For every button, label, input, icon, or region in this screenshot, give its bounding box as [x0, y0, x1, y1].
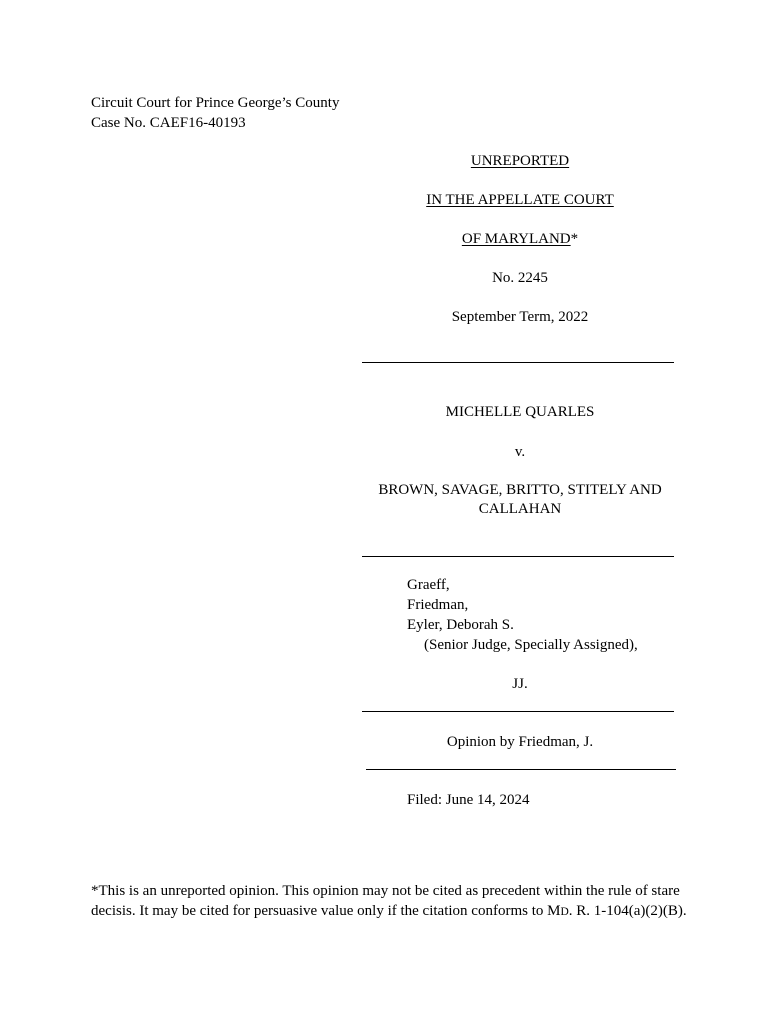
header-court-line: Circuit Court for Prince George’s County	[91, 95, 340, 111]
versus: v.	[514, 444, 526, 460]
judge-graeff: Graeff,	[407, 577, 450, 593]
filed-date: Filed: June 14, 2024	[407, 792, 530, 808]
opinion-by: Opinion by Friedman, J.	[446, 734, 594, 750]
header-case-number: Case No. CAEF16-40193	[91, 115, 246, 131]
court-name-asterisk: *	[570, 231, 579, 247]
court-name-maryland: OF MARYLAND	[461, 231, 571, 247]
term: September Term, 2022	[451, 309, 589, 325]
docket-number: No. 2245	[492, 270, 548, 286]
footnote	[91, 881, 691, 922]
judge-eyler: Eyler, Deborah S.	[407, 617, 514, 633]
divider-2	[362, 556, 674, 557]
divider-3	[362, 711, 674, 712]
judges-suffix: JJ.	[512, 676, 528, 692]
footnote-text: *This is an unreported opinion. This opinion may not be cited as precedent within the rule of stare decisis. It may be cited for persuasive value only if the citation conforms to	[91, 883, 680, 919]
judge-friedman: Friedman,	[407, 597, 469, 613]
appellee-line2: CALLAHAN	[478, 501, 562, 517]
appellant-name: MICHELLE QUARLES	[445, 404, 595, 420]
divider-4	[366, 769, 676, 770]
judge-eyler-note: (Senior Judge, Specially Assigned),	[424, 637, 638, 653]
appellee-line1: BROWN, SAVAGE, BRITTO, STITELY AND	[378, 482, 662, 498]
court-name-line1: IN THE APPELLATE COURT	[426, 192, 614, 208]
footnote-tail: . R. 1-104(a)(2)(B).	[568, 903, 687, 919]
footnote-md-small: D	[560, 906, 569, 918]
footnote-md-cap: M	[547, 903, 561, 919]
divider-1	[362, 362, 674, 363]
court-name-line2	[362, 230, 678, 249]
unreported-label: UNREPORTED	[470, 153, 570, 169]
